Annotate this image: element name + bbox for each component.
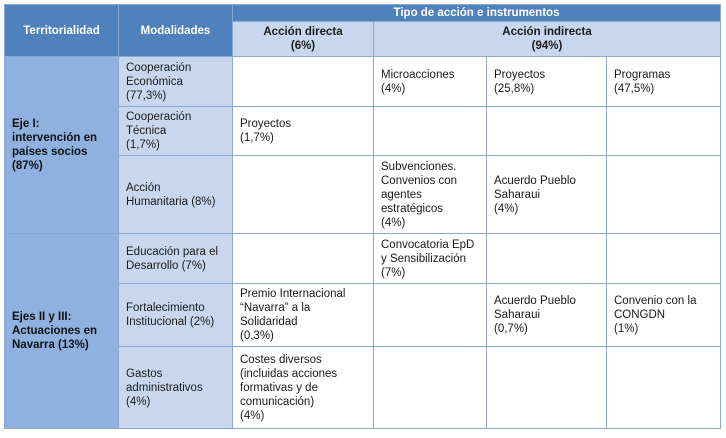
- cell-line: (77,3%): [126, 89, 167, 102]
- indirecta-cell-1: [374, 284, 487, 347]
- cell-line: Convenios con: [381, 174, 458, 187]
- cell-line: Actuaciones en: [12, 325, 97, 337]
- cell-line: Cooperación: [126, 111, 192, 123]
- cell-line: intervención en: [12, 132, 97, 144]
- table-row: [5, 57, 721, 107]
- cell-line: (47,5%): [614, 82, 655, 95]
- cell-line: Microacciones: [381, 68, 455, 81]
- accion-directa-cell: [233, 234, 374, 284]
- cell-line: Gastos: [126, 367, 163, 380]
- indirecta-cell-1: [374, 347, 487, 429]
- cell-line: Costes diversos: [240, 353, 322, 366]
- cell-line: Humanitaria (8%): [126, 195, 216, 208]
- modalidad-cell: [119, 156, 233, 234]
- indirecta-cell-1: [374, 234, 487, 284]
- indirecta-cell-3: [607, 234, 721, 284]
- indirecta-cell-1: [374, 156, 487, 234]
- cell-line: países socios: [12, 146, 88, 158]
- cell-line: Acción: [126, 181, 161, 194]
- cell-line: (1,7%): [126, 139, 160, 151]
- accion-indirecta-label: Acción indirecta: [502, 26, 592, 38]
- cell-line: administrativos: [126, 381, 203, 394]
- indirecta-cell-3: [607, 107, 721, 156]
- cell-line: Fortalecimiento: [126, 302, 205, 314]
- modalidad-cell: [119, 234, 233, 284]
- cell-line: Proyectos: [240, 118, 292, 130]
- modalidad-cell: [119, 107, 233, 156]
- cell-line: (25,8%): [494, 82, 535, 95]
- cell-line: Navarra (13%): [12, 339, 89, 351]
- table-row: [5, 234, 721, 284]
- cell-line: Solidaridad: [240, 316, 298, 328]
- accion-directa-label: Acción directa: [263, 26, 343, 38]
- cell-line: (incluidas acciones: [240, 367, 338, 380]
- indirecta-cell-3: [607, 156, 721, 234]
- indirecta-cell-2: [487, 347, 607, 429]
- header-accion-indirecta: [374, 22, 721, 57]
- accion-directa-cell: [233, 156, 374, 234]
- cell-line: Eje I:: [12, 118, 40, 130]
- indirecta-cell-1: [374, 107, 487, 156]
- cell-line: (4%): [240, 409, 265, 422]
- cell-line: Proyectos: [494, 68, 546, 81]
- indirecta-cell-2: [487, 57, 607, 107]
- cell-line: Institucional (2%): [126, 316, 215, 328]
- accion-directa-cell: [233, 284, 374, 347]
- cell-line: comunicación): [240, 395, 315, 408]
- cell-line: (4%): [494, 202, 519, 215]
- indirecta-cell-2: [487, 107, 607, 156]
- cell-line: agentes: [381, 188, 422, 201]
- accion-directa-pct: (6%): [290, 40, 316, 52]
- cell-line: Técnica: [126, 125, 167, 137]
- cell-line: y Sensibilización: [381, 252, 467, 265]
- indirecta-cell-3: [607, 57, 721, 107]
- modalidad-cell: [119, 57, 233, 107]
- cell-line: (4%): [381, 82, 406, 95]
- cell-line: (4%): [126, 395, 151, 408]
- cell-line: (0,3%): [240, 330, 274, 342]
- cell-line: (7%): [381, 266, 406, 279]
- cell-line: (0,7%): [494, 323, 528, 335]
- cell-line: Subvenciones.: [381, 160, 457, 173]
- cell-line: Ejes II y III:: [12, 311, 72, 323]
- cell-line: (1,7%): [240, 132, 274, 144]
- indirecta-cell-2: [487, 234, 607, 284]
- cell-line: Premio Internacional: [240, 288, 346, 300]
- cell-line: (87%): [12, 160, 43, 172]
- cell-line: Económica: [126, 75, 183, 88]
- indirecta-cell-2: [487, 284, 607, 347]
- cell-line: CONGDN: [614, 309, 666, 321]
- indirecta-cell-3: [607, 284, 721, 347]
- cell-line: (1%): [614, 323, 639, 335]
- accion-indirecta-pct: (94%): [531, 40, 563, 52]
- indirecta-cell-1: [374, 57, 487, 107]
- cell-line: Convenio con la: [614, 295, 697, 307]
- indirecta-cell-2: [487, 156, 607, 234]
- cell-line: Convocatoria EpD: [381, 238, 475, 251]
- header-tipo-accion: Tipo de acción e instrumentos: [233, 5, 721, 22]
- header-territorialidad: Territorialidad: [5, 5, 119, 57]
- cell-line: “Navarra” a la: [240, 302, 311, 314]
- cell-line: Saharaui: [494, 309, 541, 321]
- eje-2-3-label: [5, 234, 119, 429]
- eje-1-label: [5, 57, 119, 234]
- accion-directa-cell: [233, 347, 374, 429]
- cell-line: Acuerdo Pueblo: [494, 174, 576, 187]
- cell-line: Saharaui: [494, 188, 541, 201]
- cell-line: Desarrollo (7%): [126, 259, 206, 272]
- header-accion-directa: [233, 22, 374, 57]
- cell-line: formativas y de: [240, 381, 318, 394]
- cell-line: Programas: [614, 68, 671, 81]
- cell-line: (4%): [381, 216, 406, 229]
- cell-line: Educación para el: [126, 245, 219, 258]
- budget-table: [4, 4, 721, 429]
- indirecta-cell-3: [607, 347, 721, 429]
- cell-line: estratégicos: [381, 202, 444, 215]
- cell-line: Cooperación: [126, 61, 192, 74]
- modalidad-cell: [119, 347, 233, 429]
- cell-line: Acuerdo Pueblo: [494, 295, 576, 307]
- accion-directa-cell: [233, 57, 374, 107]
- header-modalidades: Modalidades: [119, 5, 233, 57]
- modalidad-cell: [119, 284, 233, 347]
- accion-directa-cell: [233, 107, 374, 156]
